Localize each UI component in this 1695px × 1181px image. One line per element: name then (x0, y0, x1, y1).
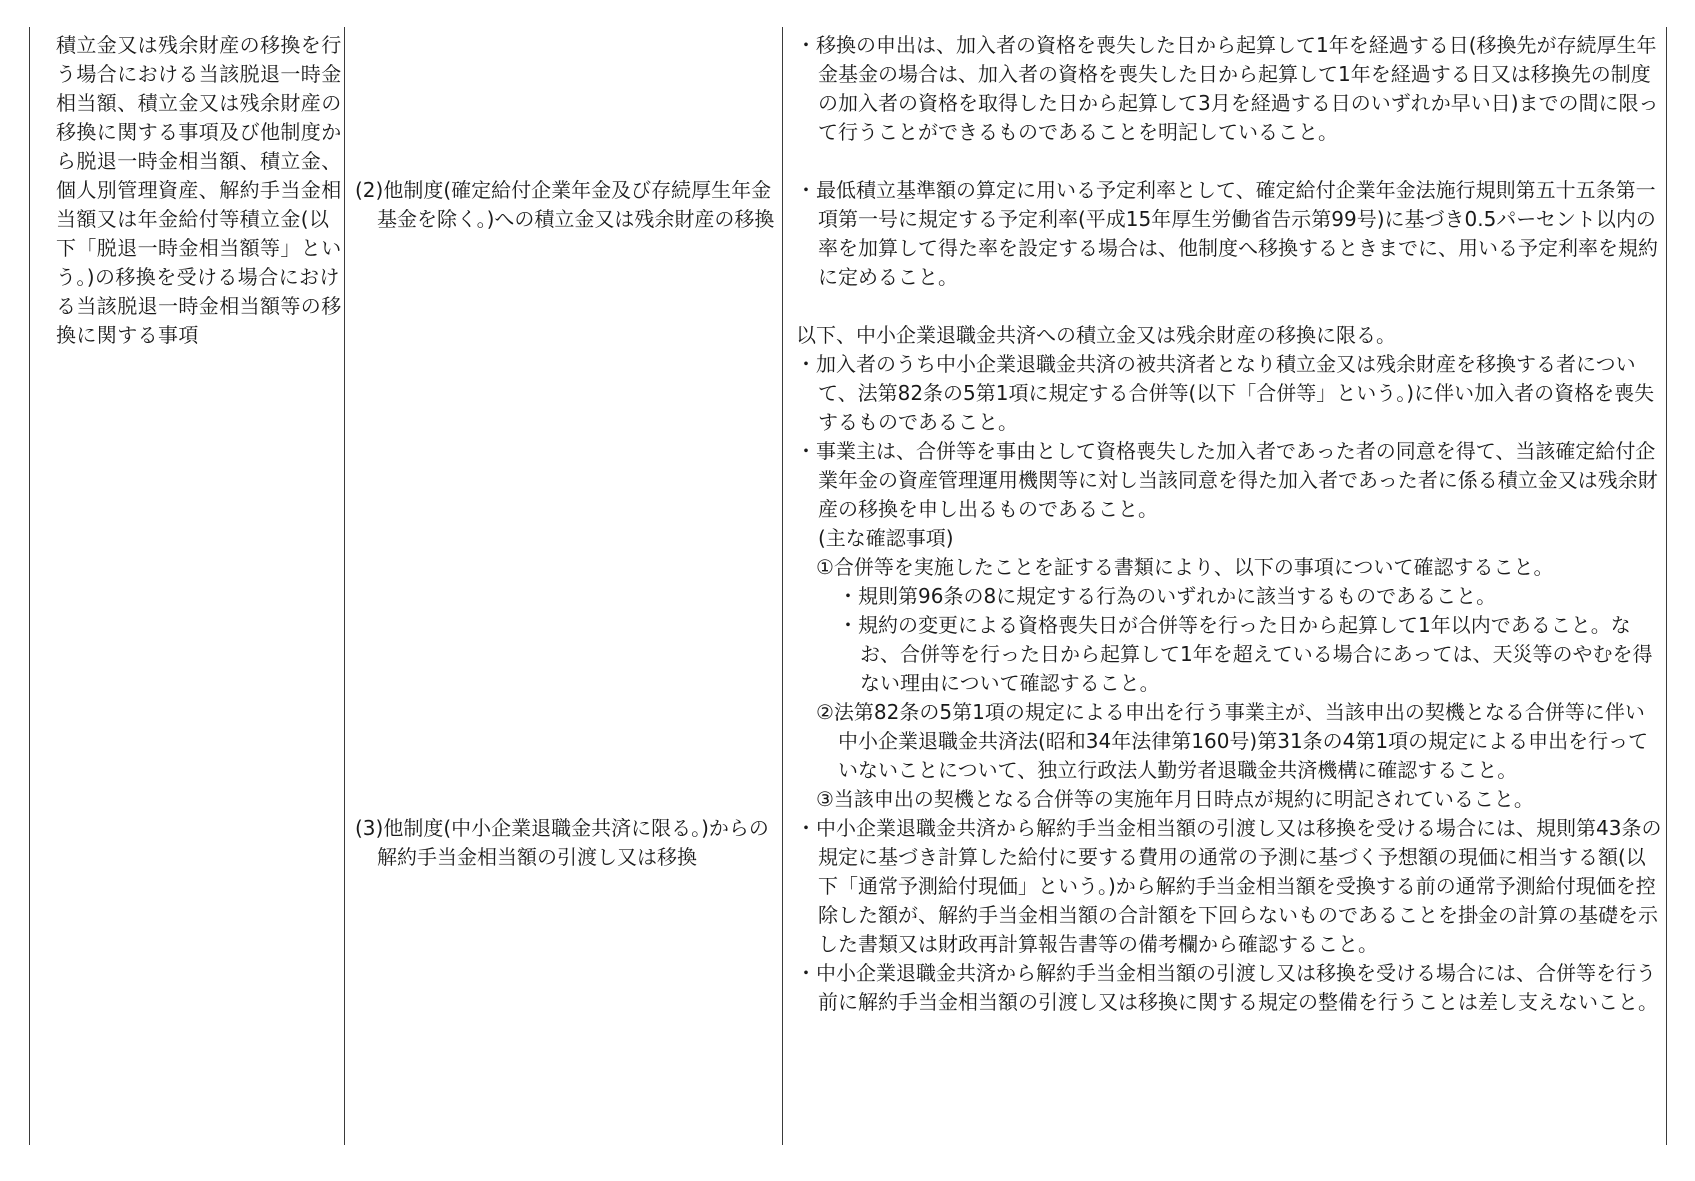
criteria-bullet-6: ・中小企業退職金共済から解約手当金相当額の引渡し又は移換を受ける場合には、合併等を行う前に解約手当金相当額の引渡し又は移換に関する規定の整備を行うことは差し支えないこと。 (796, 961, 1658, 1014)
item-2-transfer-out: (2)他制度(確定給付企業年金及び存続厚生年金基金を除く。)への積立金又は残余財産の移換 (355, 178, 775, 231)
check-item-1a: ・規則第96条の8に規定する行為のいずれかに該当するものであること。 (838, 584, 1497, 608)
column-divider-2 (782, 27, 783, 1145)
check-item-1b: ・規約の変更による資格喪失日が合併等を行った日から起算して1年以内であること。なお、合併等を行った日から起算して1年を超えている場合にあっては、天災等のやむを得ない理由について確認すること。 (838, 613, 1653, 695)
criteria-bullet-1: ・移換の申出は、加入者の資格を喪失した日から起算して1年を経過する日(移換先が存続厚生年金基金の場合は、加入者の資格を喪失した日から起算して1年を経過する日又は移換先の制度の加入者の資格を取得した日から起算して3月を経過する日のいずれか早い日)までの間に限って行うことができるものであることを明記していること。 (796, 33, 1659, 144)
check-items-heading: (主な確認事項) (818, 526, 954, 550)
item-3-transfer-in: (3)他制度(中小企業退職金共済に限る。)からの解約手当金相当額の引渡し又は移換 (355, 816, 769, 869)
category-column (56, 31, 342, 350)
criteria-lead: 以下、中小企業退職金共済への積立金又は残余財産の移換に限る。 (796, 323, 1396, 347)
category-text: 積立金又は残余財産の移換を行う場合における当該脱退一時金相当額、積立金又は残余財産の移換に関する事項及び他制度から脱退一時金相当額、積立金、個人別管理資産、解約手当金相当額又は年金給付等積立金(以下「脱退一時金相当額等」という。)の移換を受ける場合における当該脱退一時金相当額等の移換に関する事項 (56, 33, 342, 347)
check-item-3: ③当該申出の契機となる合併等の実施年月日時点が規約に明記されていること。 (816, 787, 1534, 811)
criteria-bullet-3: ・加入者のうち中小企業退職金共済の被共済者となり積立金又は残余財産を移換する者について、法第82条の5第1項に規定する合併等(以下「合併等」という。)に伴い加入者の資格を喪失するものであること。 (796, 352, 1655, 434)
table-border-left (29, 27, 30, 1145)
table-border-right (1666, 27, 1667, 1145)
criteria-column (796, 31, 1662, 1017)
check-item-1: ①合併等を実施したことを証する書類により、以下の事項について確認すること。 (816, 555, 1554, 579)
criteria-bullet-5: ・中小企業退職金共済から解約手当金相当額の引渡し又は移換を受ける場合には、規則第43条の規定に基づき計算した給付に要する費用の通常の予測に基づく予想額の現価に相当する額(以下「通常予測給付現価」という。)から解約手当金相当額を受換する前の通常予測給付現価を控除した額が、解約手当金相当額の合計額を下回らないものであることを掛金の計算の基礎を示した書類又は財政再計算報告書等の備考欄から確認すること。 (796, 816, 1662, 956)
criteria-bullet-2: ・最低積立基準額の算定に用いる予定利率として、確定給付企業年金法施行規則第五十五条第一項第一号に規定する予定利率(平成15年厚生労働省告示第99号)に基づき0.5パーセント以内の率を加算して得た率を設定する場合は、他制度へ移換するときまでに、用いる予定利率を規約に定めること。 (796, 178, 1658, 289)
criteria-bullet-4: ・事業主は、合併等を事由として資格喪失した加入者であった者の同意を得て、当該確定給付企業年金の資産管理運用機関等に対し当該同意を得た加入者であった者に係る積立金又は残余財産の移換を申し出るものであること。 (796, 439, 1658, 521)
column-divider-1 (344, 27, 345, 1145)
check-item-2: ②法第82条の5第1項の規定による申出を行う事業主が、当該申出の契機となる合併等に伴い中小企業退職金共済法(昭和34年法律第160号)第31条の4第1項の規定による申出を行っていないことについて、独立行政法人勤労者退職金共済機構に確認すること。 (816, 700, 1649, 782)
item-column (355, 31, 775, 872)
